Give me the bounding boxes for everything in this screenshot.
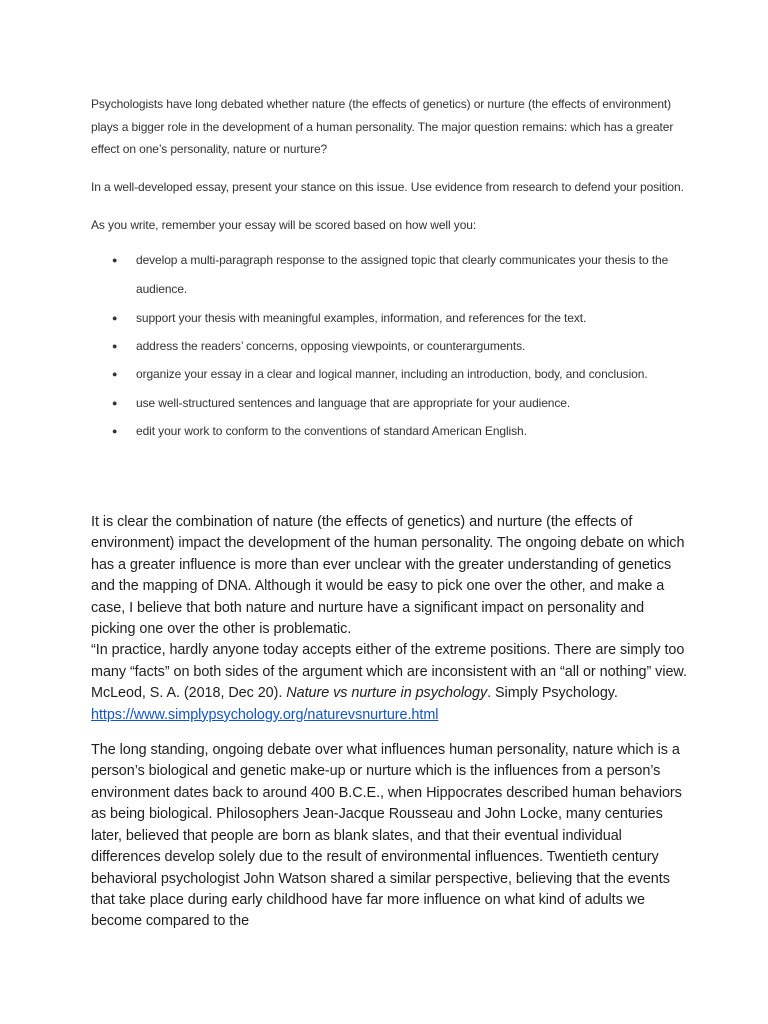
quote-source-publisher: . Simply Psychology. xyxy=(487,685,618,702)
source-link[interactable]: https://www.simplypsychology.org/naturevsnurture.html xyxy=(91,706,439,723)
criterion-text: address the readers’ concerns, opposing viewpoints, or counterarguments. xyxy=(136,338,526,353)
prompt-intro: Psychologists have long debated whether nature (the effects of genetics) or nurture (the effects of environment) plays a bigger role in the development of a human personality. The major question remains: which has a greater effect on one’s personality, nature or nurture? xyxy=(91,97,674,156)
criterion-text: use well-structured sentences and language that are appropriate for your audience. xyxy=(136,395,571,410)
list-item xyxy=(91,417,691,445)
prompt-task: In a well-developed essay, present your stance on this issue. Use evidence from research to defend your position. xyxy=(91,179,684,194)
list-item xyxy=(91,360,691,389)
list-item xyxy=(91,389,691,417)
criterion-text: edit your work to conform to the conventions of standard American English. xyxy=(136,423,527,438)
bullet-icon: ● xyxy=(112,397,118,408)
list-item xyxy=(91,332,691,360)
list-item xyxy=(91,304,691,332)
essay-body xyxy=(91,512,691,933)
essay-prompt xyxy=(91,93,691,445)
criterion-text: organize your essay in a clear and logical manner, including an introduction, body, and conclusion. xyxy=(136,366,648,381)
criterion-text: support your thesis with meaningful examples, information, and references for the text. xyxy=(136,310,587,325)
bullet-icon: ● xyxy=(112,368,118,379)
bullet-icon: ● xyxy=(112,425,118,436)
list-item xyxy=(91,246,691,304)
bullet-icon: ● xyxy=(112,254,118,265)
essay-quote xyxy=(91,640,691,726)
quote-source-title: Nature vs nurture in psychology xyxy=(286,685,488,702)
bullet-icon: ● xyxy=(112,340,118,351)
bullet-icon: ● xyxy=(112,312,118,323)
quote-text: “In practice, hardly anyone today accepts either of the extreme positions. There are simply too many “facts” on both sides of the argument which are inconsistent with an “all or nothing” view. McLeod, S. A. (2018, Dec 20). xyxy=(91,642,687,702)
prompt-scoring-lead: As you write, remember your essay will be scored based on how well you: xyxy=(91,218,477,232)
criterion-text: develop a multi-paragraph response to the assigned topic that clearly communicates your thesis to the audience. xyxy=(136,252,669,296)
essay-paragraph-thesis: It is clear the combination of nature (the effects of genetics) and nurture (the effects of environment) impact the development of the human personality. The ongoing debate on which has a greater influence is more than ever unclear with the greater understanding of genetics and the mapping of DNA. Although it would be easy to pick one over the other, and make a case, I believe that both nature and nurture have a significant impact on personality and picking one over the other is problematic. xyxy=(91,514,685,638)
essay-paragraph-history: The long standing, ongoing debate over what influences human personality, nature which is a person’s biological and genetic make-up or nurture which is the influences from a person’s environment dates back to around 400 B.C.E., when Hippocrates described human behaviors as being biological. Philosophers Jean-Jacque Rousseau and John Locke, many centuries later, believed that people are born as blank slates, and that their eventual individual differences develop solely due to the result of environmental influences. Twentieth century behavioral psychologist John Watson shared a similar perspective, believing that the events that take place during early childhood have far more influence on what kind of adults we become compared to the xyxy=(91,742,682,930)
scoring-criteria-list xyxy=(91,246,691,445)
